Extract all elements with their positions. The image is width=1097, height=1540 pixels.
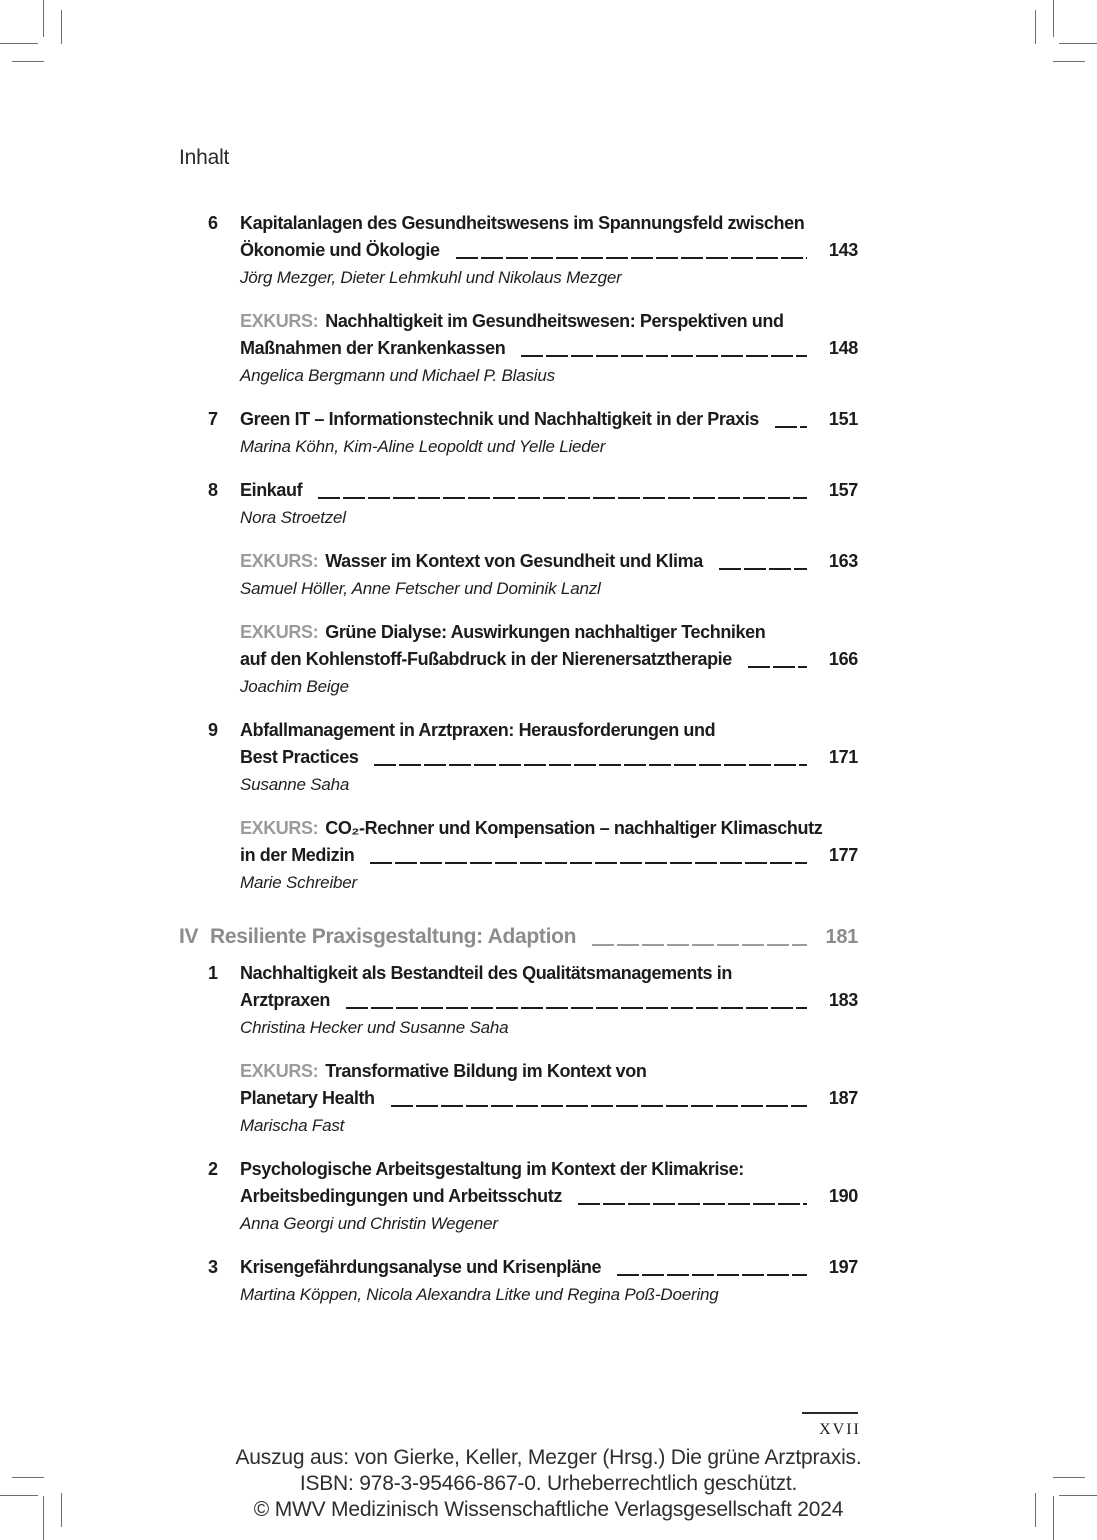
entry-title-text: Psychologische Arbeitsgestaltung im Kontext der Klimakrise:: [240, 1159, 744, 1179]
page-number: 181: [825, 926, 858, 948]
toc-entry: [179, 717, 858, 796]
footer-line-1: Auszug aus: von Gierke, Keller, Mezger (Hrsg.) Die grüne Arztpraxis.: [235, 1446, 862, 1469]
crop-mark-top-left: [61, 10, 62, 44]
entry-title-text: Green IT – Informationstechnik und Nachhaltigkeit in der Praxis: [240, 409, 759, 429]
entry-title-line: [240, 237, 858, 264]
chapter-number: [179, 619, 240, 698]
exkurs-label: EXKURS:: [240, 622, 319, 642]
entry-title-text: Wasser im Kontext von Gesundheit und Klima: [325, 551, 703, 571]
crop-mark-top-right: [1035, 10, 1036, 44]
entry-title-text: Kapitalanlagen des Gesundheitswesens im Spannungsfeld zwischen: [240, 213, 805, 233]
chapter-number: [179, 308, 240, 387]
chapter-number: [179, 1058, 240, 1137]
entry-title-text: Arztpraxen: [240, 990, 331, 1010]
toc-entry: [179, 477, 858, 529]
entry-title-text: Planetary Health: [240, 1088, 375, 1108]
leader-line: [391, 1105, 807, 1107]
entry-title-line: [240, 308, 858, 335]
entry-title-line: [240, 1058, 858, 1085]
entry-title-line: [240, 987, 858, 1014]
entry-authors: Marie Schreiber: [240, 873, 357, 892]
chapter-number: [179, 815, 240, 894]
exkurs-label: EXKURS:: [240, 551, 319, 571]
page-number: 157: [828, 480, 858, 500]
entry-authors: Susanne Saha: [240, 775, 350, 794]
crop-mark-top-right: [1059, 43, 1097, 44]
toc-entry-exkurs: [179, 548, 858, 600]
leader-line: [592, 944, 807, 946]
leader-line: [748, 666, 807, 668]
entry-title-text: Einkauf: [240, 480, 303, 500]
part-title: Resiliente Praxisgestaltung: Adaption: [210, 925, 577, 948]
page-number: 187: [828, 1088, 858, 1108]
leader-line: [617, 1274, 807, 1276]
entry-title-line: [240, 815, 858, 842]
leader-line: [521, 355, 807, 357]
toc-entry: [179, 210, 858, 289]
chapter-number: [179, 548, 240, 600]
entry-title-line: [240, 960, 858, 987]
exkurs-label: EXKURS:: [240, 818, 319, 838]
entry-title-text: CO₂-Rechner und Kompensation – nachhaltiger Klimaschutz: [325, 818, 823, 838]
chapter-number: 9: [208, 720, 218, 740]
entry-title-text: Best Practices: [240, 747, 359, 767]
toc-entry-exkurs: [179, 815, 858, 894]
toc-entry: [179, 1254, 858, 1306]
leader-line: [374, 764, 807, 766]
entry-title-line: [240, 842, 858, 869]
entry-authors: Martina Köppen, Nicola Alexandra Litke und Regina Poß-Doering: [240, 1285, 719, 1304]
entry-authors: Marina Köhn, Kim-Aline Leopoldt und Yelle Lieder: [240, 437, 606, 456]
leader-line: [578, 1203, 807, 1205]
entry-authors: Christina Hecker und Susanne Saha: [240, 1018, 509, 1037]
entry-title-line: [240, 477, 858, 504]
entry-title-text: Arbeitsbedingungen und Arbeitsschutz: [240, 1186, 562, 1206]
crop-mark-top-left: [43, 0, 44, 37]
entry-title-text: in der Medizin: [240, 845, 355, 865]
part-number: IV: [179, 925, 199, 948]
page-number: 171: [828, 747, 858, 767]
part-heading: [179, 922, 858, 952]
entry-title-line: [240, 1156, 858, 1183]
folio-rule: [802, 1412, 858, 1414]
page-number: 183: [828, 990, 858, 1010]
chapter-number: 2: [208, 1159, 218, 1179]
entry-title-line: [240, 406, 858, 433]
toc-entry-exkurs: [179, 619, 858, 698]
toc-entry: [179, 1156, 858, 1235]
entry-title-line: [240, 335, 858, 362]
page-header: Inhalt: [179, 146, 230, 169]
entry-title-line: [240, 1183, 858, 1210]
toc-entry-exkurs: [179, 1058, 858, 1137]
chapter-number: 6: [208, 213, 218, 233]
entry-authors: Nora Stroetzel: [240, 508, 346, 527]
chapter-number: 1: [208, 963, 218, 983]
crop-mark-top-left: [12, 61, 44, 62]
entry-title-line: [240, 1085, 858, 1112]
page-number: 190: [828, 1186, 858, 1206]
entry-title-text: Krisengefährdungsanalyse und Krisenpläne: [240, 1257, 602, 1277]
page-number: 166: [828, 649, 858, 669]
page-number: 148: [828, 338, 858, 358]
footer-line-2: ISBN: 978-3-95466-867-0. Urheberrechtlich geschützt.: [299, 1472, 798, 1495]
toc-entry: [179, 960, 858, 1039]
entry-title-text: Transformative Bildung im Kontext von: [325, 1061, 647, 1081]
entry-title-text: Grüne Dialyse: Auswirkungen nachhaltiger Techniken: [325, 622, 766, 642]
entry-title-line: [240, 548, 858, 575]
chapter-number: 3: [208, 1257, 218, 1277]
entry-title-line: [240, 744, 858, 771]
crop-mark-top-right: [1053, 0, 1054, 37]
leader-line: [719, 568, 807, 570]
page-number: 151: [828, 409, 858, 429]
page-number: 143: [828, 240, 858, 260]
entry-title-line: [240, 619, 858, 646]
page-number: 197: [828, 1257, 858, 1277]
footer-line-3: © MWV Medizinisch Wissenschaftliche Verlagsgesellschaft 2024: [253, 1498, 844, 1521]
entry-title-text: Maßnahmen der Krankenkassen: [240, 338, 506, 358]
exkurs-label: EXKURS:: [240, 1061, 319, 1081]
entry-authors: Angelica Bergmann und Michael P. Blasius: [240, 366, 555, 385]
chapter-number: 7: [208, 409, 218, 429]
page-number: 177: [828, 845, 858, 865]
footer-imprint: [0, 1445, 1097, 1523]
entry-authors: Jörg Mezger, Dieter Lehmkuhl und Nikolaus Mezger: [240, 268, 622, 287]
leader-line: [456, 257, 807, 259]
entry-title-line: [240, 1254, 858, 1281]
entry-title-text: Ökonomie und Ökologie: [240, 240, 440, 260]
toc-content: [179, 147, 858, 1325]
entry-authors: Marischa Fast: [240, 1116, 345, 1135]
entry-title-line: [240, 210, 858, 237]
entry-title-text: Abfallmanagement in Arztpraxen: Herausforderungen und: [240, 720, 716, 740]
toc-entry-exkurs: [179, 308, 858, 387]
folio-page-number: XVII: [819, 1421, 861, 1438]
leader-line: [370, 862, 807, 864]
chapter-number: 8: [208, 480, 218, 500]
entry-authors: Joachim Beige: [240, 677, 349, 696]
entry-title-text: Nachhaltigkeit als Bestandteil des Qualitätsmanagements in: [240, 963, 732, 983]
entry-authors: Samuel Höller, Anne Fetscher und Dominik Lanzl: [240, 579, 601, 598]
page-number: 163: [828, 551, 858, 571]
entry-title-line: [240, 646, 858, 673]
entry-title-line: [240, 717, 858, 744]
leader-line: [346, 1007, 807, 1009]
leader-line: [775, 426, 807, 428]
entry-title-text: Nachhaltigkeit im Gesundheitswesen: Perspektiven und: [325, 311, 784, 331]
exkurs-label: EXKURS:: [240, 311, 319, 331]
crop-mark-top-left: [0, 43, 38, 44]
entry-title-text: auf den Kohlenstoff-Fußabdruck in der Nierenersatztherapie: [240, 649, 732, 669]
toc-entry: [179, 406, 858, 458]
crop-mark-top-right: [1053, 61, 1085, 62]
entry-authors: Anna Georgi und Christin Wegener: [240, 1214, 498, 1233]
leader-line: [318, 497, 807, 499]
